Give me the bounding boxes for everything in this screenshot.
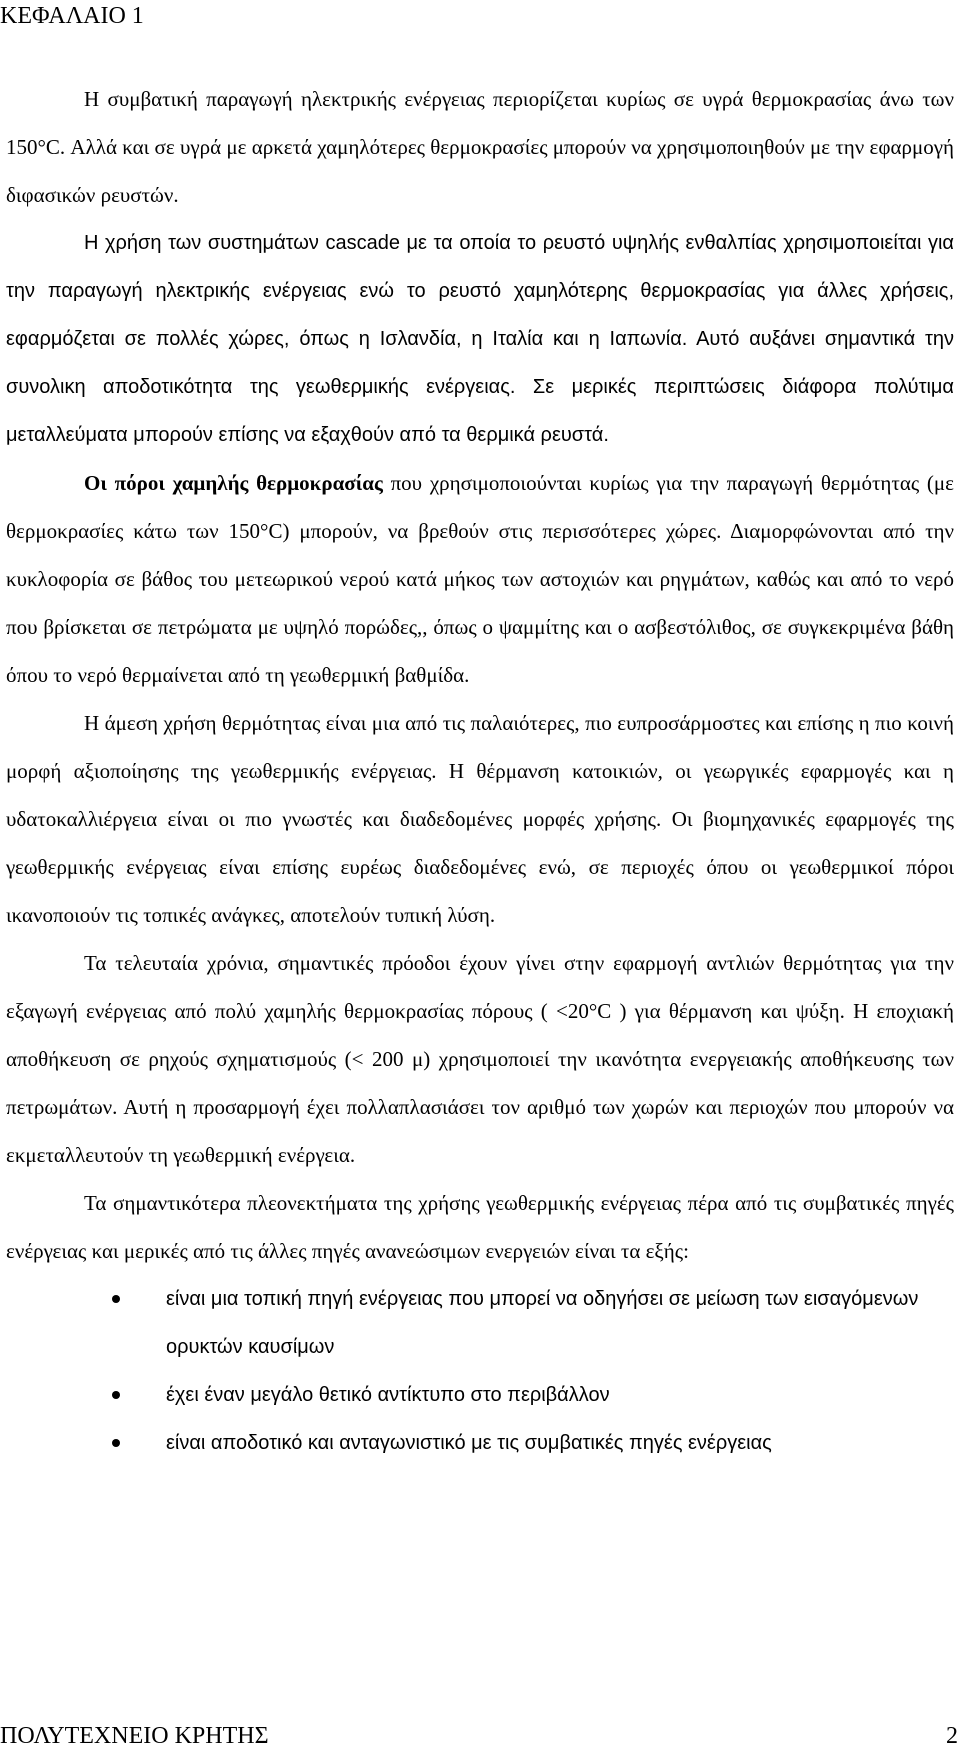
low-temperature-bold-lead: Οι πόροι χαμηλής θερμοκρασίας (84, 471, 383, 495)
bullet-icon (112, 1439, 120, 1447)
bullet-icon (112, 1391, 120, 1399)
page-number: 2 (946, 1723, 958, 1749)
chapter-header: ΚΕΦΑΛΑΙΟ 1 (0, 3, 144, 29)
paragraph-conventional-production: Η συμβατική παραγωγή ηλεκτρικής ενέργειας περιορίζεται κυρίως σε υγρά θερμοκρασίας άνω των 150°C. Αλλά και σε υγρά με αρκετά χαμηλότερες θερμοκρασίες μπορούν να χρησιμοποιηθούν με την εφαρμογή διφασικών ρευστών. (6, 87, 954, 207)
list-item: είναι μια τοπική πηγή ενέργειας που μπορεί να οδηγήσει σε μείωση των εισαγόμενων ορυκτών καυσίμων (6, 1275, 954, 1371)
bullet-icon (112, 1295, 120, 1303)
low-temperature-text: που χρησιμοποιούνται κυρίως για την παραγωγή θερμότητας (με θερμοκρασίες κάτω των 150°C) μπορούν, να βρεθούν στις περισσότερες χώρες. Διαμορφώνονται από την κυκλοφορία σε βάθος του μετεωρικού νερού κατά μήκος των αστοχιών και ρηγμάτων, καθώς και από το νερό που βρίσκεται σε πετρώματα με υψηλό πορώδες,, όπως ο ψαμμίτης και ο ασβεστόλιθος, σε συγκεκριμένα βάθη όπου το νερό θερμαίνεται από τη γεωθερμική βαθμίδα. (6, 471, 954, 687)
footer-institution: ΠΟΛΥΤΕΧΝΕΙΟ ΚΡΗΤΗΣ (0, 1723, 269, 1749)
paragraph-low-temperature-resources (6, 459, 954, 699)
page-footer (0, 1722, 960, 1750)
paragraph-advantages-intro: Τα σημαντικότερα πλεονεκτήματα της χρήσης γεωθερμικής ενέργειας πέρα από τις συμβατικές πηγές ενέργειας και μερικές από τις άλλες πηγές ανανεώσιμων ενεργειών είναι τα εξής: (6, 1191, 954, 1263)
list-item: έχει έναν μεγάλο θετικό αντίκτυπο στο περιβάλλον (6, 1371, 954, 1419)
paragraph-direct-heat-use: Η άμεση χρήση θερμότητας είναι μια από τις παλαιότερες, πιο ευπροσάρμοστες και επίσης η πιο κοινή μορφή αξιοποίησης της γεωθερμικής ενέργειας. Η θέρμανση κατοικιών, οι γεωργικές εφαρμογές και η υδατοκαλλιέργεια είναι οι πιο γνωστές και διαδεδομένες μορφές χρήσης. Οι βιομηχανικές εφαρμογές της γεωθερμικής ενέργειας είναι επίσης ευρέως διαδεδομένες ενώ, σε περιοχές όπου οι γεωθερμικοί πόροι ικανοποιούν τις τοπικές ανάγκες, αποτελούν τυπική λύση. (6, 711, 954, 927)
paragraph-heat-pumps: Τα τελευταία χρόνια, σημαντικές πρόοδοι έχουν γίνει στην εφαρμογή αντλιών θερμότητας για την εξαγωγή ενέργειας από πολύ χαμηλής θερμοκρασίας πόρους ( <20°C ) για θέρμανση και ψύξη. Η εποχιακή αποθήκευση σε ρηχούς σχηματισμούς (< 200 μ) χρησιμοποιεί την ικανότητα ενεργειακής αποθήκευσης των πετρωμάτων. Αυτή η προσαρμογή έχει πολλαπλασιάσει τον αριθμό των χωρών και περιοχών που μπορούν να εκμεταλλευτούν τη γεωθερμική ενέργεια. (6, 951, 954, 1167)
list-item: είναι αποδοτικό και ανταγωνιστικό με τις συμβατικές πηγές ενέργειας (6, 1419, 954, 1467)
paragraph-cascade-systems: Η χρήση των συστημάτων cascade με τα οποία το ρευστό υψηλής ενθαλπίας χρησιμοποιείται για την παραγωγή ηλεκτρικής ενέργειας ενώ το ρευστό χαμηλότερης θερμοκρασίας για άλλες χρήσεις, εφαρμόζεται σε πολλές χώρες, όπως η Ισλανδία, η Ιταλία και η Ιαπωνία. Αυτό αυξάνει σημαντικά την συνολικη αποδοτικότητα της γεωθερμικής ενέργειας. Σε μερικές περιπτώσεις διάφορα πολύτιμα μεταλλεύματα μπορούν επίσης να εξαχθούν από τα θερμικά ρευστά. (6, 232, 954, 446)
advantages-list (6, 1275, 954, 1467)
document-body (6, 75, 954, 1467)
